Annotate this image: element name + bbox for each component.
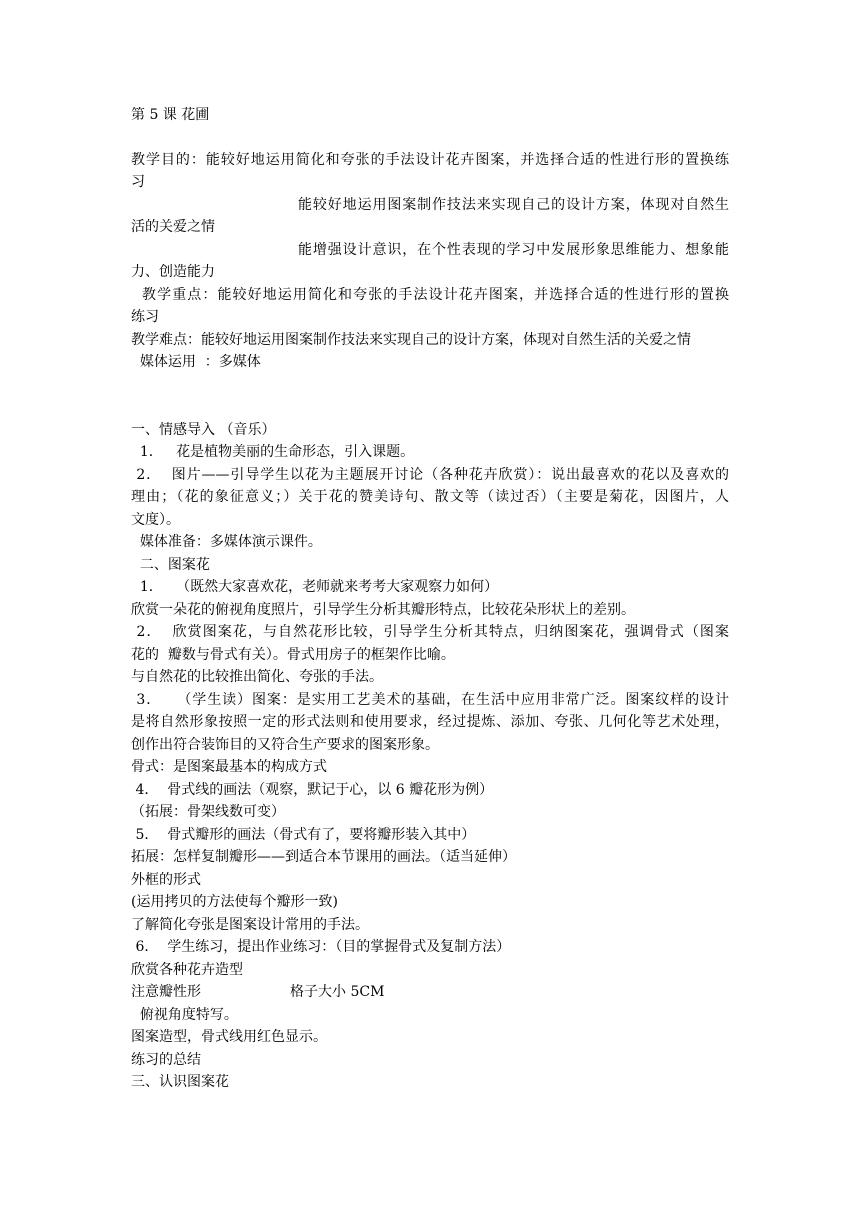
definition: 骨式：是图案最基本的构成方式 bbox=[131, 759, 327, 775]
objective-line: 能增强设计意识，在个性表现的学习中发展形象思维能力、想象能 bbox=[298, 242, 729, 258]
list-item: 1． （既然大家喜欢花，老师就来考考大家观察力如何） bbox=[131, 579, 499, 595]
text-line: 俯视角度特写。 bbox=[131, 1007, 238, 1023]
section-heading: 一、情感导入 （音乐） bbox=[131, 422, 276, 438]
list-item: 3． （学生读）图案：是实用工艺美术的基础，在生活中应用非常广泛。图案纹样的设计 bbox=[131, 692, 729, 708]
text-line: 格子大小 5CM bbox=[290, 984, 385, 1000]
list-item: 创作出符合装饰目的又符合生产要求的图案形象。 bbox=[131, 737, 439, 753]
list-item: 4． 骨式线的画法（观察，默记于心，以 6 瓣花形为例） bbox=[131, 782, 494, 798]
objective-line: 习 bbox=[131, 174, 145, 190]
objective-line: 活的关爱之情 bbox=[131, 219, 215, 235]
text-line: 图案造型，骨式线用红色显示。 bbox=[131, 1029, 327, 1045]
list-item: 1． 花是植物美丽的生命形态，引入课题。 bbox=[131, 444, 415, 460]
section-heading: 三、认识图案花 bbox=[131, 1074, 229, 1090]
text-line: 欣赏各种花卉造型 bbox=[131, 962, 243, 978]
list-item: 2． 欣赏图案花，与自然花形比较，引导学生分析其特点，归纳图案花，强调骨式（图案 bbox=[131, 624, 729, 640]
list-item: 欣赏一朵花的俯视角度照片，引导学生分析其瓣形特点，比较花朵形状上的差别。 bbox=[131, 602, 635, 618]
list-item: 与自然花的比较推出简化、夸张的手法。 bbox=[131, 669, 383, 685]
list-item: 文度）。 bbox=[131, 512, 180, 528]
key-points-line: 教学重点：能较好地运用简化和夸张的手法设计花卉图案，并选择合适的性进行形的置换 bbox=[131, 287, 729, 303]
difficult-points: 教学难点：能较好地运用图案制作技法来实现自己的设计方案，体现对自然生活的关爱之情 bbox=[131, 332, 691, 348]
text-line: 练习的总结 bbox=[131, 1052, 201, 1068]
key-points-line: 练习 bbox=[131, 309, 159, 325]
text-line: 外框的形式 bbox=[131, 872, 201, 888]
text-line: 注意瓣性形 bbox=[131, 984, 201, 1000]
list-item: 是将自然形象按照一定的形式法则和使用要求，经过提炼、添加、夸张、几何化等艺术处理， bbox=[131, 714, 729, 730]
media-prep: 媒体准备：多媒体演示课件。 bbox=[131, 534, 322, 550]
objective-line: 能较好地运用图案制作技法来实现自己的设计方案，体现对自然生 bbox=[298, 197, 729, 213]
section-heading: 二、图案花 bbox=[131, 557, 210, 573]
list-item: 拓展：怎样复制瓣形——到适合本节课用的画法。（适当延伸） bbox=[131, 849, 516, 865]
list-item: 2． 图片——引导学生以花为主题展开讨论（各种花卉欣赏）：说出最喜欢的花以及喜欢的 bbox=[131, 467, 729, 483]
objective-line: 教学目的：能较好地运用简化和夸张的手法设计花卉图案，并选择合适的性进行形的置换练 bbox=[131, 152, 729, 168]
list-item: 5． 骨式瓣形的画法（骨式有了，要将瓣形装入其中） bbox=[131, 827, 476, 843]
lesson-title: 第 5 课 花圃 bbox=[131, 107, 210, 123]
list-item: 理由；（花的象征意义；）关于花的赞美诗句、散文等（读过否）（主要是菊花，因图片，人 bbox=[131, 489, 729, 505]
list-item: 6． 学生练习，提出作业练习：（目的掌握骨式及复制方法） bbox=[131, 939, 511, 955]
media-usage: 媒体运用 ：多媒体 bbox=[131, 354, 261, 370]
text-line: 了解简化夸张是图案设计常用的手法。 bbox=[131, 917, 369, 933]
list-item: （拓展：骨架线数可变） bbox=[131, 804, 285, 820]
objective-line: 力、创造能力 bbox=[131, 264, 215, 280]
text-line: (运用拷贝的方法使每个瓣形一致) bbox=[131, 894, 338, 910]
list-item: 花的 瓣数与骨式有关）。骨式用房子的框架作比喻。 bbox=[131, 647, 455, 663]
